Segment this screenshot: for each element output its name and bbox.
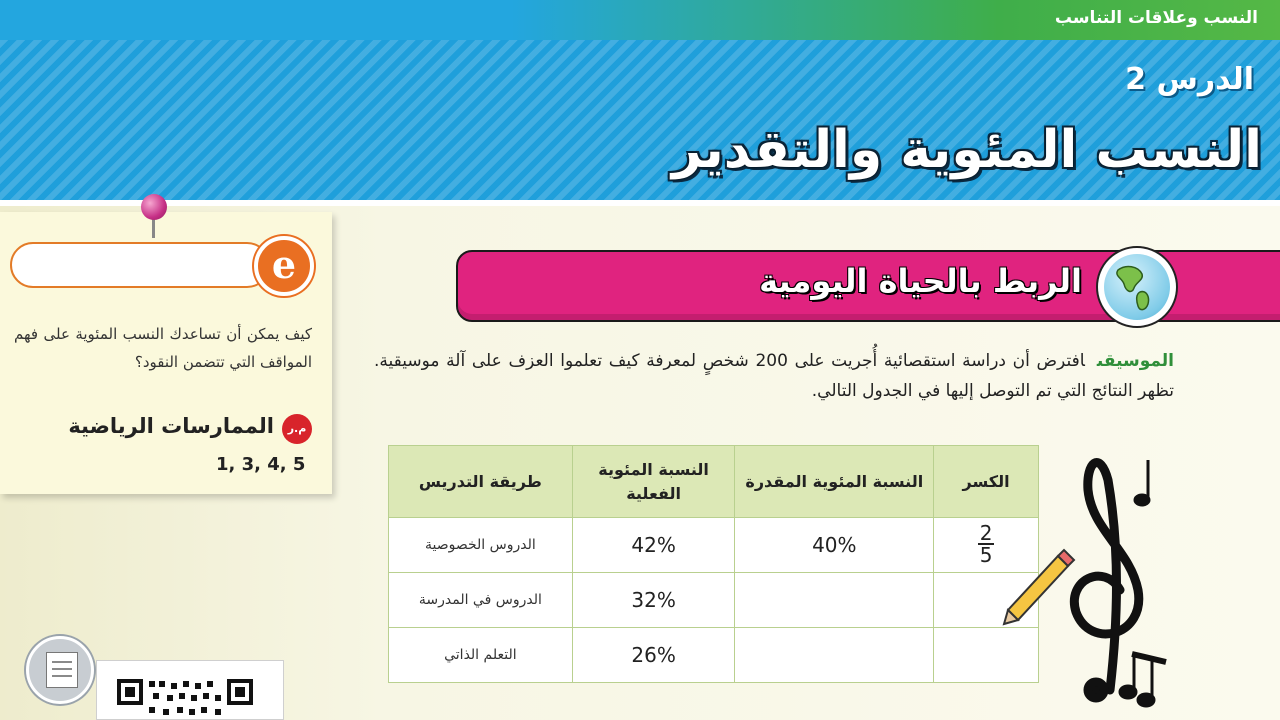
paper-line xyxy=(52,675,72,677)
percent-table xyxy=(388,445,1039,683)
header-estimated: النسبة المئوية المقدرة xyxy=(735,446,934,518)
music-note-icon xyxy=(1120,460,1166,706)
essential-question-label-box xyxy=(10,242,270,288)
pencil-icon xyxy=(1004,550,1074,624)
cell-estimated[interactable]: 40% xyxy=(735,518,934,573)
math-practices-label: الممارسات الرياضية xyxy=(68,414,274,438)
table-row xyxy=(389,518,1039,573)
math-practices-icon: م.ر xyxy=(282,414,312,444)
header-fraction: الكسر xyxy=(934,446,1039,518)
qr-code-panel[interactable] xyxy=(96,660,284,720)
cell-estimated[interactable] xyxy=(735,628,934,683)
real-world-title: الربط بالحياة اليومية xyxy=(759,262,1082,300)
table-header-row xyxy=(389,446,1039,518)
map-pin-needle xyxy=(152,218,155,238)
fraction-numerator: 2 xyxy=(979,521,993,545)
notes-tool-icon[interactable] xyxy=(26,636,94,704)
lesson-header xyxy=(0,40,1280,202)
header-method: طريقة التدريس xyxy=(389,446,573,518)
paper-line xyxy=(52,661,72,663)
lesson-title: النسب المئوية والتقدير xyxy=(671,120,1262,180)
intro-text: افترض أن دراسة استقصائية أُجريت على 200 شخصٍ لمعرفة كيف تعلموا العزف على آلة موسيقية. تظهر النتائج التي تم التوصل إليها في الجدول التالي. xyxy=(374,351,1174,401)
intro-paragraph xyxy=(374,346,1174,406)
table-row xyxy=(389,573,1039,628)
paper-line xyxy=(52,668,72,670)
header-actual: النسبة المئوية الفعلية xyxy=(572,446,735,518)
intro-topic: الموسيقى xyxy=(1096,351,1174,371)
cell-method: التعلم الذاتي xyxy=(389,628,573,683)
chapter-bar xyxy=(0,0,1280,40)
globe-icon xyxy=(1104,254,1170,320)
cell-method: الدروس الخصوصية xyxy=(389,518,573,573)
treble-clef-icon xyxy=(1074,462,1138,698)
table-row xyxy=(389,628,1039,683)
chapter-title: النسب وعلاقات التناسب xyxy=(1054,8,1258,28)
essential-question-icon: e xyxy=(254,236,314,296)
map-pin-icon xyxy=(141,194,167,220)
cell-actual: 26% xyxy=(572,628,735,683)
fraction-denominator: 5 xyxy=(979,543,993,567)
globe-continents xyxy=(1104,254,1170,320)
essential-question-text: كيف يمكن أن تساعدك النسب المئوية على فهم المواقف التي تتضمن النقود؟ xyxy=(14,325,312,371)
math-practices-values: 1, 3, 4, 5 xyxy=(216,454,306,475)
cell-method: الدروس في المدرسة xyxy=(389,573,573,628)
qr-code-icon xyxy=(97,661,283,719)
music-illustration xyxy=(1000,440,1200,720)
cell-actual: 32% xyxy=(572,573,735,628)
lesson-number: الدرس 2 xyxy=(1125,62,1254,97)
fraction xyxy=(978,523,995,565)
cell-actual: 42% xyxy=(572,518,735,573)
paper-shape xyxy=(46,652,78,688)
cell-estimated[interactable] xyxy=(735,573,934,628)
